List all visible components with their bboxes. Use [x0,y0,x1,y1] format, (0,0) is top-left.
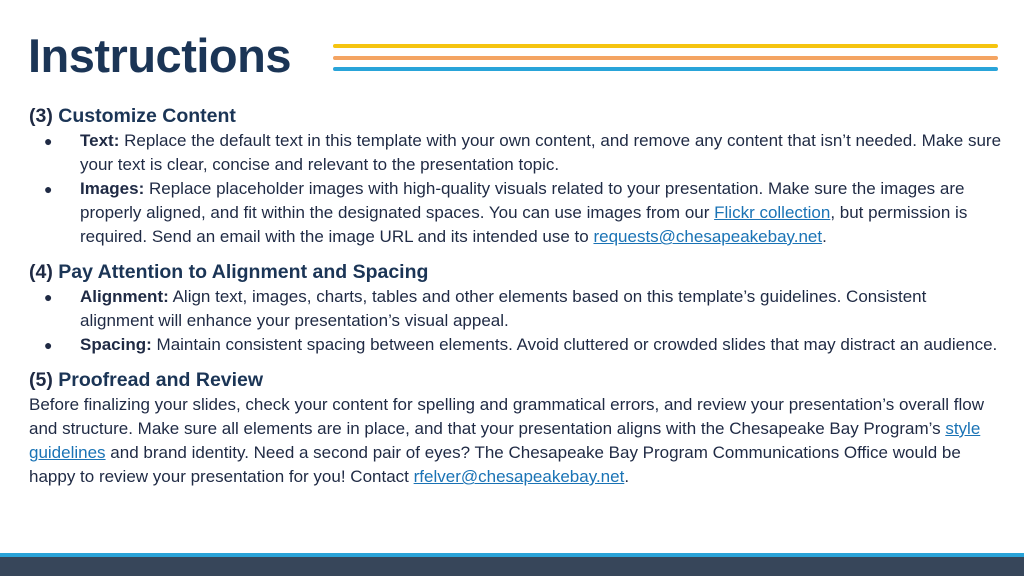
bullet-text: , but permission is required. Send an email with the image URL and its intended use to [80,203,968,246]
list-item [29,333,1004,357]
section-heading-customize [29,103,1004,129]
paragraph-text: . [624,467,630,486]
contact-email-link[interactable]: rfelver@chesapeakebay.net [413,467,625,486]
bullet-list [29,129,1004,249]
section-number: (5) [29,369,53,391]
bullet-label: Spacing: [80,335,152,354]
section-title: Pay Attention to Alignment and Spacing [58,261,429,283]
bullet-text: Replace the default text in this template with your own content, and remove any content that isn’t needed. Make sure your text is clear, concise and relevant to the presentation topic. [80,131,1002,174]
bullet-label: Alignment: [80,287,169,306]
section-title: Proofread and Review [58,369,264,391]
paragraph-text: and brand identity. Need a second pair of eyes? The Chesapeake Bay Program Communications Office would be happy to review your presentation for you! Contact [29,443,961,486]
section-heading-proofread [29,367,1004,393]
bullet-text: Align text, images, charts, tables and other elements based on this template’s guidelines. Consistent alignment will enhance your presentation’s visual appeal. [80,287,927,330]
page-title: Instructions [28,29,291,82]
instructions-content [29,103,1004,489]
bullet-label: Text: [80,131,120,150]
decorative-stripe-yellow [333,44,998,48]
bullet-icon: ● [44,181,53,197]
bullet-text: . [822,227,827,246]
decorative-stripe-orange [333,56,998,60]
section-title: Customize Content [58,105,236,127]
section-number: (4) [29,261,53,283]
list-item [29,177,1004,249]
paragraph-text: Before finalizing your slides, check your content for spelling and grammatical errors, and review your presentation’s overall flow and structure. Make sure all elements are in place, and that your presentation aligns with the Chesapeake Bay Program’s [29,395,984,438]
bullet-list [29,285,1004,357]
bullet-icon: ● [44,133,53,149]
footer-bar [0,557,1024,576]
bullet-icon: ● [44,289,53,305]
decorative-stripe-blue [333,67,998,71]
bullet-text: Maintain consistent spacing between elements. Avoid cluttered or crowded slides that may distract an audience. [156,335,998,354]
section-heading-alignment [29,259,1004,285]
bullet-label: Images: [80,179,145,198]
list-item [29,285,1004,333]
flickr-collection-link[interactable]: Flickr collection [714,203,831,222]
bullet-text: Replace placeholder images with high-quality visuals related to your presentation. Make sure the images are properly aligned, and fit within the designated spaces. You can use images from our [80,179,965,222]
proofread-paragraph [29,393,1004,489]
style-guidelines-link[interactable]: style guidelines [29,419,981,462]
bullet-icon: ● [44,337,53,353]
requests-email-link[interactable]: requests@chesapeakebay.net [593,227,823,246]
section-number: (3) [29,105,53,127]
list-item [29,129,1004,177]
